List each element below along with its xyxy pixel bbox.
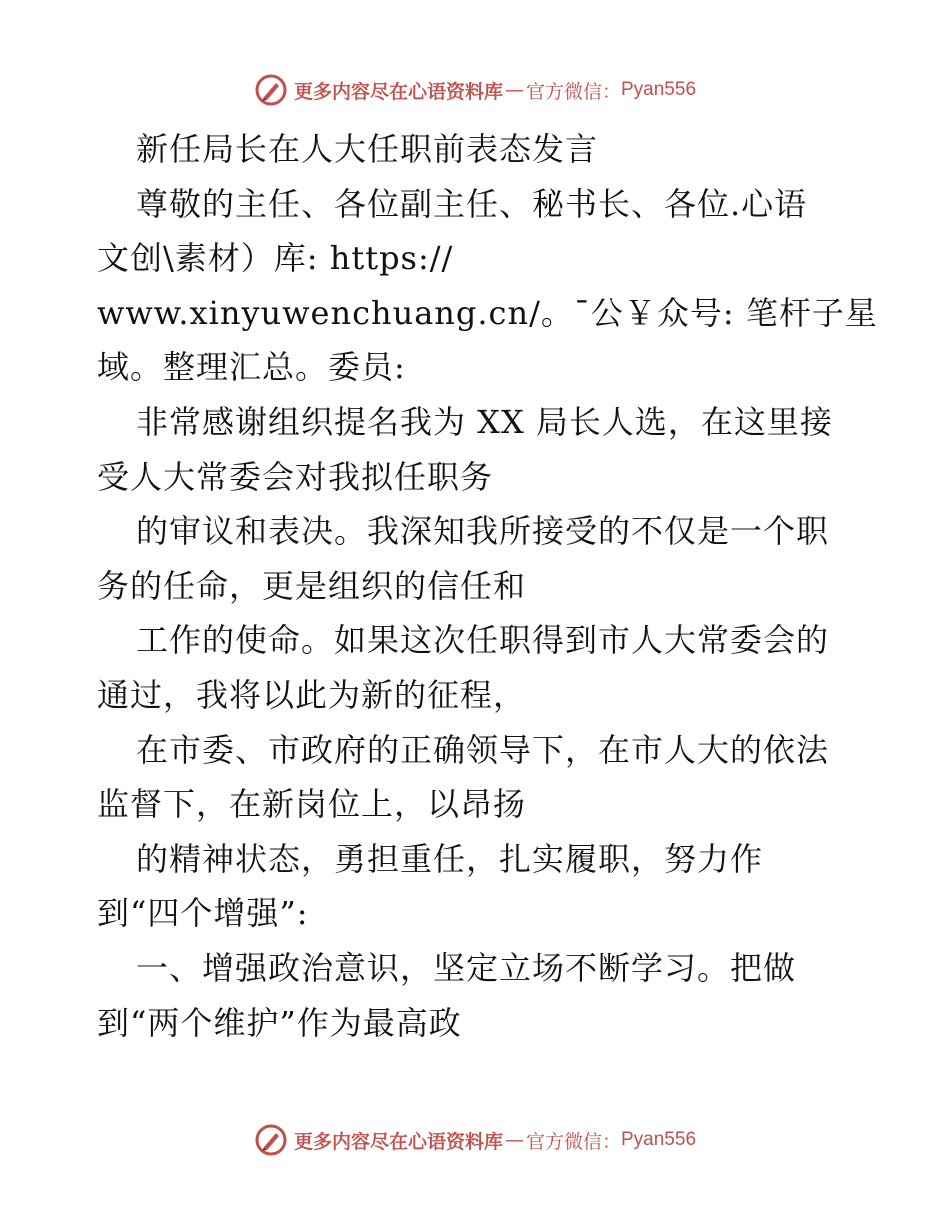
text-line: 监督下，在新岗位上，以昂扬	[97, 785, 527, 824]
text-line: 在市委、市政府的正确领导下，在市人大的依法	[136, 730, 830, 769]
banner-separator: —	[504, 1129, 524, 1151]
text-line: www.xinyuwenchuang.cn/。¯公￥众号: 笔杆子星	[97, 293, 878, 332]
text-line: 到“四个增强”:	[97, 894, 309, 933]
text-line: 受人大常委会对我拟任职务	[97, 457, 494, 496]
text-line: 尊敬的主任、各位副主任、秘书长、各位.心语	[136, 184, 808, 223]
document-body	[97, 122, 878, 1050]
text-line: 工作的使命。如果这次任职得到市人大常委会的	[136, 621, 830, 660]
banner-wechat-label: 官方微信：	[525, 1130, 621, 1153]
header-watermark-banner	[0, 70, 950, 110]
text-line: 的精神状态，勇担重任，扎实履职，努力作	[136, 839, 764, 878]
text-line: 域。整理汇总。委员:	[97, 348, 406, 387]
banner-wechat-handle: Pyan556	[621, 1129, 697, 1150]
text-line: 到“两个维护”作为最高政	[97, 1003, 462, 1042]
text-line: 务的任命，更是组织的信任和	[97, 566, 527, 605]
footer-watermark-banner	[0, 1120, 950, 1160]
document-title: 新任局长在人大任职前表态发言	[136, 130, 599, 168]
banner-wechat-label: 官方微信：	[525, 80, 621, 103]
text-line: 通过，我将以此为新的征程，	[97, 675, 527, 714]
pen-logo-icon	[254, 1123, 288, 1157]
text-line: 文创\素材）库: https://	[97, 239, 454, 278]
text-line: 一、增强政治意识，坚定立场不断学习。把做	[136, 948, 797, 987]
text-line: 非常感谢组织提名我为 XX 局长人选，在这里接	[136, 402, 833, 441]
text-line: 的审议和表决。我深知我所接受的不仅是一个职	[136, 512, 830, 551]
pen-logo-icon	[254, 73, 288, 107]
banner-separator: —	[504, 79, 524, 101]
banner-main-text: 更多内容尽在心语资料库	[293, 80, 503, 103]
banner-main-text: 更多内容尽在心语资料库	[293, 1130, 503, 1153]
banner-wechat-handle: Pyan556	[621, 79, 697, 100]
